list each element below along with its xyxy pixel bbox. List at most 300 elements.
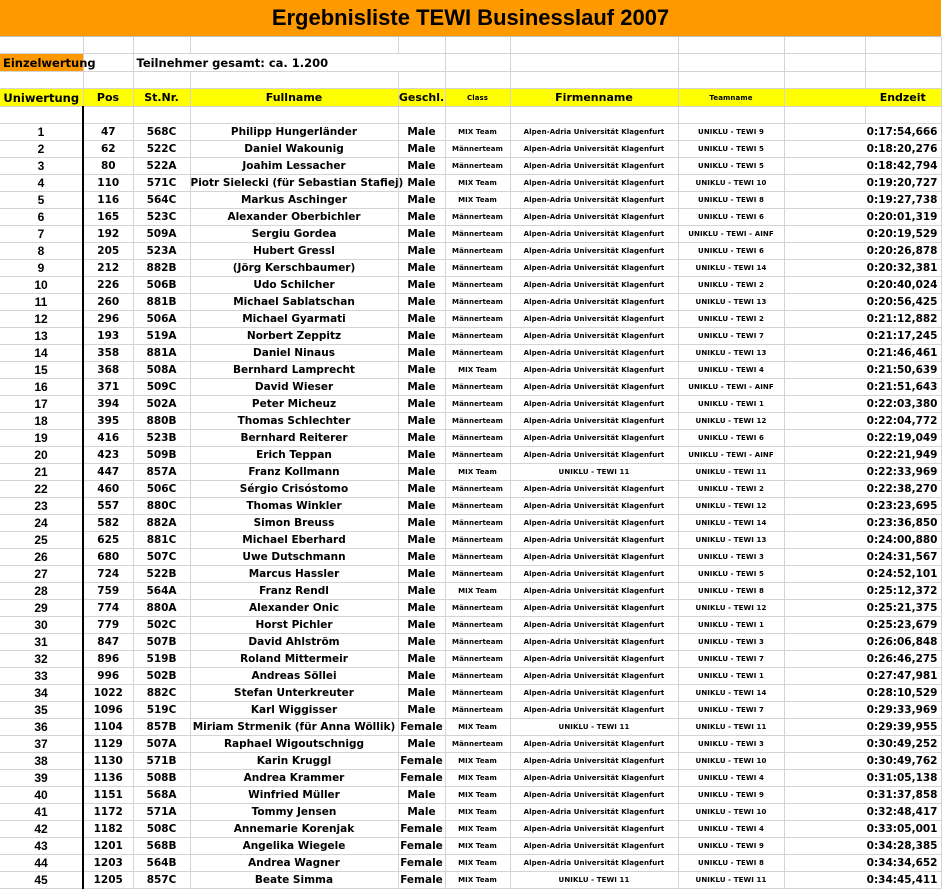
table-row <box>0 566 941 583</box>
fullname-cell: Franz Kollmann <box>190 464 398 481</box>
table-row <box>0 600 941 617</box>
startnumber-cell: 502A <box>133 396 190 413</box>
gender-cell: Male <box>398 379 445 396</box>
endtime-cell: 0:25:23,679 <box>865 617 941 634</box>
team-cell: UNIKLU - TEWI 10 <box>678 753 784 770</box>
team-cell: UNIKLU - TEWI - AINF <box>678 379 784 396</box>
pos-cell: 212 <box>83 260 133 277</box>
table-row <box>0 158 941 175</box>
spacer-cell <box>784 566 865 583</box>
spacer-cell <box>784 583 865 600</box>
team-cell: UNIKLU - TEWI 5 <box>678 141 784 158</box>
gender-cell: Male <box>398 804 445 821</box>
fullname-cell: Uwe Dutschmann <box>190 549 398 566</box>
table-row <box>0 668 941 685</box>
gender-cell: Male <box>398 328 445 345</box>
table-row <box>0 515 941 532</box>
fullname-cell: Michael Sablatschan <box>190 294 398 311</box>
endtime-cell: 0:30:49,762 <box>865 753 941 770</box>
startnumber-cell: 880B <box>133 413 190 430</box>
pos-cell: 1205 <box>83 872 133 889</box>
spacer-cell <box>784 617 865 634</box>
team-cell: UNIKLU - TEWI 8 <box>678 855 784 872</box>
table-row <box>0 311 941 328</box>
table-row <box>0 753 941 770</box>
fullname-cell: Bernhard Lamprecht <box>190 362 398 379</box>
team-cell: UNIKLU - TEWI 11 <box>678 719 784 736</box>
company-cell: Alpen-Adria Universität Klagenfurt <box>510 770 678 787</box>
company-cell: Alpen-Adria Universität Klagenfurt <box>510 532 678 549</box>
table-row <box>0 787 941 804</box>
table-row <box>0 243 941 260</box>
gender-cell: Male <box>398 158 445 175</box>
table-row <box>0 396 941 413</box>
team-cell: UNIKLU - TEWI 2 <box>678 481 784 498</box>
rank-cell: 6 <box>0 209 83 226</box>
table-row <box>0 855 941 872</box>
endtime-cell: 0:34:45,411 <box>865 872 941 889</box>
team-cell: UNIKLU - TEWI 13 <box>678 294 784 311</box>
startnumber-cell: 571C <box>133 175 190 192</box>
endtime-cell: 0:26:06,848 <box>865 634 941 651</box>
team-cell: UNIKLU - TEWI 8 <box>678 192 784 209</box>
table-row <box>0 209 941 226</box>
table-row <box>0 379 941 396</box>
table-row <box>0 362 941 379</box>
startnumber-cell: 506C <box>133 481 190 498</box>
table-row <box>0 192 941 209</box>
pos-cell: 62 <box>83 141 133 158</box>
gender-cell: Male <box>398 362 445 379</box>
class-cell: Männerteam <box>445 328 510 345</box>
fullname-cell: (Jörg Kerschbaumer) <box>190 260 398 277</box>
rank-cell: 7 <box>0 226 83 243</box>
gender-cell: Male <box>398 617 445 634</box>
rank-cell: 33 <box>0 668 83 685</box>
header-stnr: St.Nr. <box>133 89 190 107</box>
fullname-cell: Sergiu Gordea <box>190 226 398 243</box>
class-cell: Männerteam <box>445 345 510 362</box>
gender-cell: Male <box>398 515 445 532</box>
startnumber-cell: 519B <box>133 651 190 668</box>
spacer-cell <box>784 175 865 192</box>
rank-cell: 25 <box>0 532 83 549</box>
class-cell: Männerteam <box>445 311 510 328</box>
company-cell: Alpen-Adria Universität Klagenfurt <box>510 294 678 311</box>
fullname-cell: Winfried Müller <box>190 787 398 804</box>
class-cell: MIX Team <box>445 753 510 770</box>
rank-cell: 35 <box>0 702 83 719</box>
gender-cell: Male <box>398 413 445 430</box>
startnumber-cell: 508A <box>133 362 190 379</box>
gender-cell: Male <box>398 583 445 600</box>
company-cell: Alpen-Adria Universität Klagenfurt <box>510 209 678 226</box>
team-cell: UNIKLU - TEWI 14 <box>678 685 784 702</box>
table-row <box>0 124 941 141</box>
company-cell: Alpen-Adria Universität Klagenfurt <box>510 413 678 430</box>
pos-cell: 896 <box>83 651 133 668</box>
table-row <box>0 294 941 311</box>
header-fullname: Fullname <box>190 89 398 107</box>
startnumber-cell: 507B <box>133 634 190 651</box>
class-cell: Männerteam <box>445 549 510 566</box>
spacer-cell <box>784 464 865 481</box>
startnumber-cell: 519C <box>133 702 190 719</box>
team-cell: UNIKLU - TEWI 10 <box>678 175 784 192</box>
class-cell: Männerteam <box>445 430 510 447</box>
spacer-cell <box>784 668 865 685</box>
gender-cell: Male <box>398 192 445 209</box>
fullname-cell: Andreas Söllei <box>190 668 398 685</box>
class-cell: Männerteam <box>445 294 510 311</box>
spacer-cell <box>784 413 865 430</box>
startnumber-cell: 564C <box>133 192 190 209</box>
rank-cell: 9 <box>0 260 83 277</box>
fullname-cell: Roland Mittermeir <box>190 651 398 668</box>
company-cell: Alpen-Adria Universität Klagenfurt <box>510 702 678 719</box>
gender-cell: Male <box>398 566 445 583</box>
startnumber-cell: 880C <box>133 498 190 515</box>
fullname-cell: Karl Wiggisser <box>190 702 398 719</box>
team-cell: UNIKLU - TEWI 2 <box>678 277 784 294</box>
startnumber-cell: 523B <box>133 430 190 447</box>
class-cell: Männerteam <box>445 226 510 243</box>
pos-cell: 1151 <box>83 787 133 804</box>
company-cell: Alpen-Adria Universität Klagenfurt <box>510 243 678 260</box>
startnumber-cell: 523C <box>133 209 190 226</box>
rank-cell: 23 <box>0 498 83 515</box>
rank-cell: 34 <box>0 685 83 702</box>
rank-cell: 41 <box>0 804 83 821</box>
fullname-cell: Bernhard Reiterer <box>190 430 398 447</box>
pos-cell: 447 <box>83 464 133 481</box>
class-cell: MIX Team <box>445 583 510 600</box>
pos-cell: 1104 <box>83 719 133 736</box>
table-row <box>0 447 941 464</box>
header-pos: Pos <box>83 89 133 107</box>
pos-cell: 759 <box>83 583 133 600</box>
endtime-cell: 0:19:20,727 <box>865 175 941 192</box>
endtime-cell: 0:20:40,024 <box>865 277 941 294</box>
endtime-cell: 0:21:51,643 <box>865 379 941 396</box>
endtime-cell: 0:22:19,049 <box>865 430 941 447</box>
rank-cell: 14 <box>0 345 83 362</box>
class-cell: MIX Team <box>445 124 510 141</box>
startnumber-cell: 571B <box>133 753 190 770</box>
startnumber-cell: 857C <box>133 872 190 889</box>
table-row <box>0 481 941 498</box>
rank-cell: 12 <box>0 311 83 328</box>
rank-cell: 44 <box>0 855 83 872</box>
pos-cell: 192 <box>83 226 133 243</box>
gender-cell: Male <box>398 668 445 685</box>
gender-cell: Male <box>398 260 445 277</box>
company-cell: Alpen-Adria Universität Klagenfurt <box>510 855 678 872</box>
page-title: Ergebnisliste TEWI Businesslauf 2007 <box>271 5 670 30</box>
spacer-cell <box>784 498 865 515</box>
spacer-cell <box>784 736 865 753</box>
spacer-cell <box>784 209 865 226</box>
table-row <box>0 549 941 566</box>
fullname-cell: Philipp Hungerländer <box>190 124 398 141</box>
fullname-cell: Simon Breuss <box>190 515 398 532</box>
startnumber-cell: 508B <box>133 770 190 787</box>
class-cell: MIX Team <box>445 192 510 209</box>
pos-cell: 1096 <box>83 702 133 719</box>
team-cell: UNIKLU - TEWI 10 <box>678 804 784 821</box>
fullname-cell: Andrea Krammer <box>190 770 398 787</box>
table-row <box>0 345 941 362</box>
rank-cell: 29 <box>0 600 83 617</box>
endtime-cell: 0:20:56,425 <box>865 294 941 311</box>
class-cell: MIX Team <box>445 175 510 192</box>
startnumber-cell: 568B <box>133 838 190 855</box>
rank-cell: 22 <box>0 481 83 498</box>
fullname-cell: Andrea Wagner <box>190 855 398 872</box>
team-cell: UNIKLU - TEWI - AINF <box>678 226 784 243</box>
fullname-cell: Michael Eberhard <box>190 532 398 549</box>
endtime-cell: 0:24:31,567 <box>865 549 941 566</box>
class-cell: Männerteam <box>445 736 510 753</box>
fullname-cell: Franz Rendl <box>190 583 398 600</box>
pos-cell: 1203 <box>83 855 133 872</box>
startnumber-cell: 564A <box>133 583 190 600</box>
pos-cell: 1129 <box>83 736 133 753</box>
info-row <box>0 54 941 72</box>
gender-cell: Male <box>398 464 445 481</box>
startnumber-cell: 857A <box>133 464 190 481</box>
company-cell: Alpen-Adria Universität Klagenfurt <box>510 668 678 685</box>
spacer-cell <box>784 855 865 872</box>
einzelwertung-label: Einzelwertung <box>0 54 83 72</box>
company-cell: Alpen-Adria Universität Klagenfurt <box>510 838 678 855</box>
rank-cell: 10 <box>0 277 83 294</box>
startnumber-cell: 882A <box>133 515 190 532</box>
pos-cell: 724 <box>83 566 133 583</box>
company-cell: Alpen-Adria Universität Klagenfurt <box>510 328 678 345</box>
pos-cell: 680 <box>83 549 133 566</box>
team-cell: UNIKLU - TEWI 11 <box>678 464 784 481</box>
spacer-cell <box>784 396 865 413</box>
pos-cell: 394 <box>83 396 133 413</box>
pos-cell: 1022 <box>83 685 133 702</box>
gender-cell: Male <box>398 447 445 464</box>
spacer-cell <box>784 226 865 243</box>
spacer-cell <box>784 821 865 838</box>
rank-cell: 8 <box>0 243 83 260</box>
team-cell: UNIKLU - TEWI 9 <box>678 838 784 855</box>
endtime-cell: 0:22:38,270 <box>865 481 941 498</box>
pos-cell: 557 <box>83 498 133 515</box>
gender-cell: Male <box>398 226 445 243</box>
company-cell: Alpen-Adria Universität Klagenfurt <box>510 175 678 192</box>
class-cell: MIX Team <box>445 804 510 821</box>
pos-cell: 80 <box>83 158 133 175</box>
team-cell: UNIKLU - TEWI 12 <box>678 413 784 430</box>
gender-cell: Female <box>398 872 445 889</box>
team-cell: UNIKLU - TEWI 3 <box>678 736 784 753</box>
class-cell: Männerteam <box>445 413 510 430</box>
rank-cell: 27 <box>0 566 83 583</box>
spacer-cell <box>784 481 865 498</box>
team-cell: UNIKLU - TEWI - AINF <box>678 447 784 464</box>
fullname-cell: Erich Teppan <box>190 447 398 464</box>
startnumber-cell: 881A <box>133 345 190 362</box>
class-cell: Männerteam <box>445 617 510 634</box>
gender-cell: Female <box>398 821 445 838</box>
spacer-cell <box>784 192 865 209</box>
company-cell: Alpen-Adria Universität Klagenfurt <box>510 481 678 498</box>
fullname-cell: Tommy Jensen <box>190 804 398 821</box>
empty-row <box>0 37 941 54</box>
gender-cell: Male <box>398 175 445 192</box>
team-cell: UNIKLU - TEWI 7 <box>678 651 784 668</box>
gender-cell: Male <box>398 396 445 413</box>
pos-cell: 368 <box>83 362 133 379</box>
table-row <box>0 532 941 549</box>
rank-cell: 43 <box>0 838 83 855</box>
class-cell: Männerteam <box>445 158 510 175</box>
class-cell: Männerteam <box>445 532 510 549</box>
startnumber-cell: 502C <box>133 617 190 634</box>
spacer-cell <box>784 430 865 447</box>
company-cell: Alpen-Adria Universität Klagenfurt <box>510 787 678 804</box>
pos-cell: 779 <box>83 617 133 634</box>
pos-cell: 1172 <box>83 804 133 821</box>
startnumber-cell: 568C <box>133 124 190 141</box>
startnumber-cell: 564B <box>133 855 190 872</box>
fullname-cell: Horst Pichler <box>190 617 398 634</box>
rank-cell: 3 <box>0 158 83 175</box>
fullname-cell: Karin Kruggl <box>190 753 398 770</box>
fullname-cell: Michael Gyarmati <box>190 311 398 328</box>
fullname-cell: Annemarie Korenjak <box>190 821 398 838</box>
spacer-cell <box>784 328 865 345</box>
endtime-cell: 0:25:21,375 <box>865 600 941 617</box>
company-cell: Alpen-Adria Universität Klagenfurt <box>510 124 678 141</box>
table-row <box>0 702 941 719</box>
company-cell: Alpen-Adria Universität Klagenfurt <box>510 617 678 634</box>
class-cell: Männerteam <box>445 277 510 294</box>
fullname-cell: Norbert Zeppitz <box>190 328 398 345</box>
rank-cell: 19 <box>0 430 83 447</box>
pos-cell: 358 <box>83 345 133 362</box>
spacer-cell <box>784 124 865 141</box>
header-geschl: Geschl. <box>398 89 445 107</box>
fullname-cell: Alexander Oberbichler <box>190 209 398 226</box>
team-cell: UNIKLU - TEWI 14 <box>678 260 784 277</box>
team-cell: UNIKLU - TEWI 6 <box>678 243 784 260</box>
endtime-cell: 0:21:12,882 <box>865 311 941 328</box>
table-row <box>0 685 941 702</box>
table-row <box>0 498 941 515</box>
table-row <box>0 838 941 855</box>
spacer-cell <box>784 770 865 787</box>
team-cell: UNIKLU - TEWI 8 <box>678 583 784 600</box>
team-cell: UNIKLU - TEWI 5 <box>678 158 784 175</box>
class-cell: Männerteam <box>445 498 510 515</box>
table-row <box>0 651 941 668</box>
class-cell: MIX Team <box>445 719 510 736</box>
fullname-cell: Daniel Wakounig <box>190 141 398 158</box>
endtime-cell: 0:33:05,001 <box>865 821 941 838</box>
table-row <box>0 175 941 192</box>
table-row <box>0 260 941 277</box>
startnumber-cell: 882C <box>133 685 190 702</box>
spacer-cell <box>784 141 865 158</box>
gender-cell: Male <box>398 209 445 226</box>
company-cell: Alpen-Adria Universität Klagenfurt <box>510 549 678 566</box>
startnumber-cell: 508C <box>133 821 190 838</box>
endtime-cell: 0:29:39,955 <box>865 719 941 736</box>
gender-cell: Male <box>398 549 445 566</box>
pos-cell: 996 <box>83 668 133 685</box>
endtime-cell: 0:24:52,101 <box>865 566 941 583</box>
gender-cell: Male <box>398 634 445 651</box>
company-cell: Alpen-Adria Universität Klagenfurt <box>510 158 678 175</box>
pos-cell: 582 <box>83 515 133 532</box>
endtime-cell: 0:29:33,969 <box>865 702 941 719</box>
class-cell: Männerteam <box>445 481 510 498</box>
startnumber-cell: 507A <box>133 736 190 753</box>
results-sheet <box>0 37 942 889</box>
company-cell: Alpen-Adria Universität Klagenfurt <box>510 821 678 838</box>
title-banner <box>0 0 941 37</box>
endtime-cell: 0:20:26,878 <box>865 243 941 260</box>
team-cell: UNIKLU - TEWI 13 <box>678 345 784 362</box>
company-cell: UNIKLU - TEWI 11 <box>510 872 678 889</box>
pos-cell: 774 <box>83 600 133 617</box>
rank-cell: 17 <box>0 396 83 413</box>
endtime-cell: 0:18:42,794 <box>865 158 941 175</box>
class-cell: Männerteam <box>445 651 510 668</box>
company-cell: Alpen-Adria Universität Klagenfurt <box>510 498 678 515</box>
gender-cell: Male <box>398 702 445 719</box>
spacer-cell <box>784 158 865 175</box>
class-cell: MIX Team <box>445 362 510 379</box>
spacer-cell <box>784 787 865 804</box>
pos-cell: 193 <box>83 328 133 345</box>
fullname-cell: Angelika Wiegele <box>190 838 398 855</box>
rank-cell: 42 <box>0 821 83 838</box>
class-cell: Männerteam <box>445 515 510 532</box>
fullname-cell: Peter Micheuz <box>190 396 398 413</box>
fullname-cell: Raphael Wigoutschnigg <box>190 736 398 753</box>
endtime-cell: 0:34:34,652 <box>865 855 941 872</box>
pos-cell: 1136 <box>83 770 133 787</box>
pos-cell: 1130 <box>83 753 133 770</box>
gender-cell: Male <box>398 481 445 498</box>
gender-cell: Male <box>398 345 445 362</box>
team-cell: UNIKLU - TEWI 3 <box>678 634 784 651</box>
company-cell: Alpen-Adria Universität Klagenfurt <box>510 362 678 379</box>
company-cell: Alpen-Adria Universität Klagenfurt <box>510 447 678 464</box>
startnumber-cell: 522C <box>133 141 190 158</box>
company-cell: Alpen-Adria Universität Klagenfurt <box>510 804 678 821</box>
company-cell: Alpen-Adria Universität Klagenfurt <box>510 379 678 396</box>
endtime-cell: 0:24:00,880 <box>865 532 941 549</box>
spacer-cell <box>784 447 865 464</box>
company-cell: Alpen-Adria Universität Klagenfurt <box>510 311 678 328</box>
table-row <box>0 464 941 481</box>
startnumber-cell: 881C <box>133 532 190 549</box>
pos-cell: 625 <box>83 532 133 549</box>
spacer-cell <box>784 260 865 277</box>
gender-cell: Male <box>398 124 445 141</box>
class-cell: Männerteam <box>445 566 510 583</box>
startnumber-cell: 523A <box>133 243 190 260</box>
rank-cell: 38 <box>0 753 83 770</box>
